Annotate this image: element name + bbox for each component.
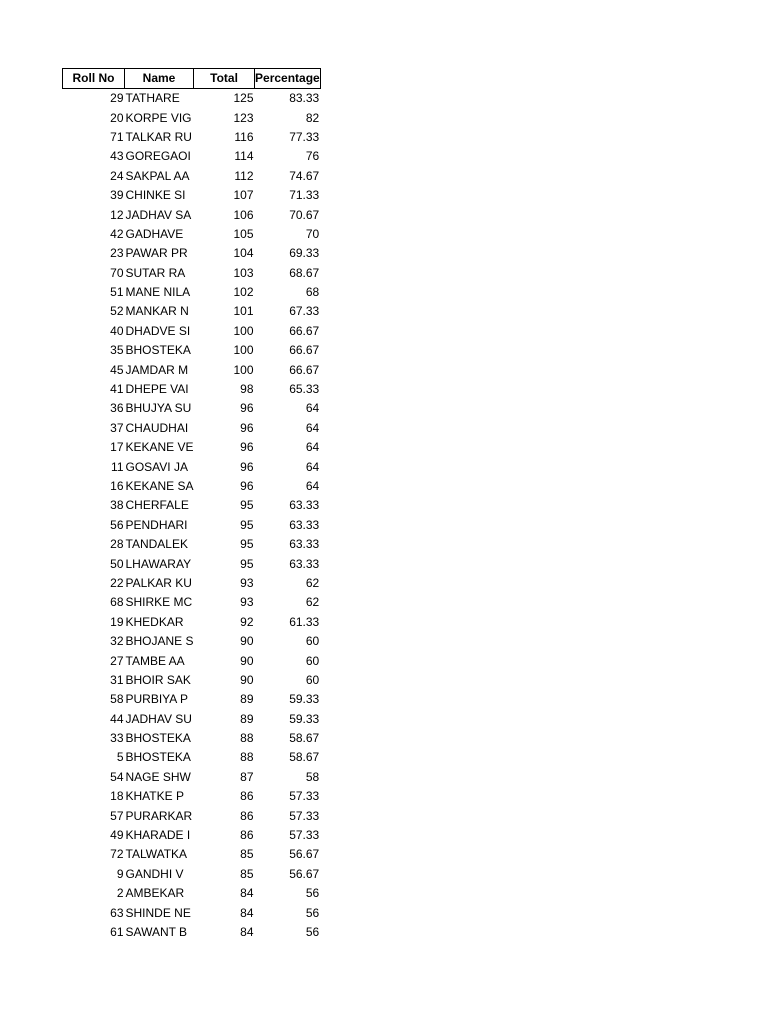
cell-roll-no[interactable]: 58 xyxy=(110,692,124,707)
cell-roll-no[interactable]: 61 xyxy=(110,924,124,939)
cell-percentage[interactable]: 76 xyxy=(305,149,320,164)
table-row xyxy=(63,671,321,690)
cell-total[interactable]: 86 xyxy=(240,808,254,823)
table-row xyxy=(63,360,321,379)
cell-roll-no[interactable]: 16 xyxy=(110,479,124,493)
cell-name[interactable]: KEKANE SA xyxy=(125,479,194,493)
cell-name[interactable]: SUTAR RA xyxy=(125,265,186,280)
cell-total[interactable]: 104 xyxy=(233,246,254,261)
cell-total[interactable]: 93 xyxy=(240,595,254,610)
cell-roll-no[interactable]: 32 xyxy=(110,634,124,649)
cell-roll-no[interactable]: 56 xyxy=(110,517,124,532)
table-row xyxy=(63,283,321,302)
cell-roll-no[interactable]: 52 xyxy=(110,304,124,319)
cell-total[interactable]: 95 xyxy=(240,517,254,532)
cell-total[interactable]: 105 xyxy=(233,226,254,241)
table-row xyxy=(63,128,321,147)
cell-total[interactable]: 114 xyxy=(234,149,254,164)
cell-roll-no[interactable]: 22 xyxy=(110,575,124,590)
cell-total[interactable]: 93 xyxy=(240,575,254,590)
cell-total[interactable]: 125 xyxy=(233,91,254,106)
cell-total[interactable]: 89 xyxy=(240,711,254,726)
table-body xyxy=(63,89,321,943)
cell-roll-no[interactable]: 11 xyxy=(111,459,124,474)
cell-name[interactable]: PURARKAR xyxy=(125,808,193,823)
cell-percentage[interactable]: 83.33 xyxy=(289,91,320,106)
header-total[interactable]: Total xyxy=(194,69,255,89)
cell-percentage[interactable]: 82 xyxy=(305,110,320,125)
cell-percentage[interactable]: 57.33 xyxy=(289,808,320,823)
table-row xyxy=(63,903,321,922)
cell-name[interactable]: SAWANT B xyxy=(125,924,188,939)
cell-name[interactable]: TATHARE xyxy=(125,91,180,106)
table-row xyxy=(63,89,321,109)
header-row xyxy=(63,69,321,89)
table-row xyxy=(63,438,321,457)
cell-name[interactable]: MANKAR N xyxy=(125,304,189,319)
cell-total[interactable]: 98 xyxy=(240,382,254,397)
cell-percentage[interactable]: 64 xyxy=(305,401,320,416)
cell-total[interactable]: 100 xyxy=(233,343,254,358)
cell-percentage[interactable]: 68 xyxy=(305,285,320,300)
cell-name[interactable]: BHUJYA SU xyxy=(125,401,192,416)
table-row xyxy=(63,535,321,554)
cell-roll-no[interactable]: 49 xyxy=(110,828,124,843)
table-row xyxy=(63,690,321,709)
cell-percentage[interactable]: 77.33 xyxy=(289,129,320,144)
cell-percentage[interactable]: 56 xyxy=(305,886,320,901)
cell-name[interactable]: SHIRKE MC xyxy=(125,595,193,610)
cell-name[interactable]: DHADVE SI xyxy=(125,323,191,338)
table-row xyxy=(63,244,321,263)
cell-percentage[interactable]: 65.33 xyxy=(289,382,320,397)
cell-name[interactable]: TAMBE AA xyxy=(125,653,185,668)
cell-name[interactable]: NAGE SHW xyxy=(125,769,191,784)
cell-percentage[interactable]: 64 xyxy=(305,479,320,493)
cell-roll-no[interactable]: 12 xyxy=(110,207,124,222)
cell-total[interactable]: 85 xyxy=(240,847,254,862)
cell-roll-no[interactable]: 63 xyxy=(110,905,124,920)
table-row xyxy=(63,516,321,535)
cell-roll-no[interactable]: 54 xyxy=(110,769,124,784)
cell-total[interactable]: 88 xyxy=(240,750,254,765)
cell-roll-no[interactable]: 29 xyxy=(110,91,124,106)
cell-total[interactable]: 100 xyxy=(233,362,254,377)
cell-name[interactable]: DHEPE VAI xyxy=(125,382,189,397)
cell-percentage[interactable]: 58.67 xyxy=(289,731,320,746)
cell-total[interactable]: 96 xyxy=(240,479,254,493)
cell-roll-no[interactable]: 27 xyxy=(110,653,124,668)
table-row xyxy=(63,477,321,496)
cell-roll-no[interactable]: 5 xyxy=(116,750,124,765)
table-row xyxy=(63,826,321,845)
cell-percentage[interactable]: 58.67 xyxy=(289,750,320,765)
cell-total[interactable]: 96 xyxy=(240,420,254,435)
table-row xyxy=(63,593,321,612)
cell-name[interactable]: PALKAR KU xyxy=(125,575,192,590)
cell-roll-no[interactable]: 36 xyxy=(110,401,124,416)
cell-total[interactable]: 103 xyxy=(233,265,254,280)
cell-total[interactable]: 95 xyxy=(240,537,254,552)
cell-roll-no[interactable]: 40 xyxy=(110,323,124,338)
cell-name[interactable]: TANDALEK xyxy=(125,537,188,552)
cell-percentage[interactable]: 67.33 xyxy=(289,304,320,319)
cell-percentage[interactable]: 57.33 xyxy=(289,789,320,804)
cell-name[interactable]: BHOSTEKA xyxy=(125,343,191,358)
cell-total[interactable]: 96 xyxy=(240,440,254,455)
cell-total[interactable]: 85 xyxy=(240,866,254,881)
cell-total[interactable]: 89 xyxy=(240,692,254,707)
cell-percentage[interactable]: 63.33 xyxy=(289,517,320,532)
cell-name[interactable]: PURBIYA P xyxy=(125,692,188,707)
cell-percentage[interactable]: 56.67 xyxy=(289,866,320,881)
cell-name[interactable]: PAWAR PR xyxy=(125,246,188,261)
table-row xyxy=(63,380,321,399)
cell-percentage[interactable]: 56 xyxy=(305,924,320,939)
cell-roll-no[interactable]: 23 xyxy=(110,246,124,261)
cell-percentage[interactable]: 66.67 xyxy=(289,343,320,358)
cell-roll-no[interactable]: 37 xyxy=(110,420,124,435)
cell-percentage[interactable]: 71.33 xyxy=(289,188,320,203)
cell-roll-no[interactable]: 35 xyxy=(110,343,124,358)
header-name[interactable]: Name xyxy=(125,69,194,89)
table-row xyxy=(63,554,321,573)
cell-name[interactable]: BHOIR SAK xyxy=(125,672,191,687)
cell-percentage[interactable]: 64 xyxy=(305,459,320,474)
table-row xyxy=(63,302,321,321)
table-row xyxy=(63,341,321,360)
cell-percentage[interactable]: 56 xyxy=(305,905,320,920)
cell-roll-no[interactable]: 19 xyxy=(110,614,124,629)
table-row xyxy=(63,613,321,632)
table-row xyxy=(63,457,321,476)
cell-name[interactable]: SHINDE NE xyxy=(125,905,191,920)
table-row xyxy=(63,806,321,825)
cell-roll-no[interactable]: 33 xyxy=(110,731,124,746)
cell-name[interactable]: GADHAVE xyxy=(125,226,184,241)
table-row xyxy=(63,322,321,341)
cell-total[interactable]: 90 xyxy=(240,672,254,687)
cell-total[interactable]: 88 xyxy=(240,731,254,746)
cell-percentage[interactable]: 61.33 xyxy=(289,614,320,629)
table-row xyxy=(63,496,321,515)
table-row xyxy=(63,264,321,283)
cell-roll-no[interactable]: 45 xyxy=(110,362,124,377)
cell-total[interactable]: 87 xyxy=(240,769,254,784)
cell-name[interactable]: PENDHARI xyxy=(125,517,188,532)
cell-total[interactable]: 84 xyxy=(240,905,254,920)
cell-name[interactable]: GOREGAOI xyxy=(125,149,191,164)
cell-percentage[interactable]: 60 xyxy=(305,634,320,649)
table-row xyxy=(63,787,321,806)
cell-roll-no[interactable]: 42 xyxy=(110,226,124,241)
cell-total[interactable]: 90 xyxy=(240,653,254,668)
cell-name[interactable]: KHARADE I xyxy=(125,828,191,843)
cell-total[interactable]: 95 xyxy=(240,556,254,571)
table-row xyxy=(63,167,321,186)
cell-roll-no[interactable]: 17 xyxy=(110,440,124,455)
cell-name[interactable]: KHEDKAR xyxy=(125,614,184,629)
table-row xyxy=(63,108,321,127)
cell-percentage[interactable]: 59.33 xyxy=(289,692,320,707)
cell-total[interactable]: 84 xyxy=(240,886,254,901)
cell-total[interactable]: 92 xyxy=(240,614,254,629)
cell-roll-no[interactable]: 20 xyxy=(110,110,124,125)
cell-roll-no[interactable]: 44 xyxy=(110,711,124,726)
table-row xyxy=(63,419,321,438)
cell-total[interactable]: 86 xyxy=(240,828,254,843)
cell-name[interactable]: CHAUDHAI xyxy=(125,420,189,435)
cell-total[interactable]: 84 xyxy=(240,924,254,939)
cell-roll-no[interactable]: 9 xyxy=(116,866,124,881)
cell-percentage[interactable]: 63.33 xyxy=(289,537,320,552)
table-row xyxy=(63,768,321,787)
cell-total[interactable]: 101 xyxy=(233,304,254,319)
table-row xyxy=(63,399,321,418)
cell-percentage[interactable]: 57.33 xyxy=(289,828,320,843)
cell-name[interactable]: TALWATKA xyxy=(125,847,188,862)
cell-percentage[interactable]: 70 xyxy=(305,226,320,241)
cell-total[interactable]: 107 xyxy=(233,188,254,203)
cell-name[interactable]: BHOSTEKA xyxy=(125,731,191,746)
cell-percentage[interactable]: 74.67 xyxy=(289,168,320,183)
cell-name[interactable]: BHOJANE S xyxy=(125,634,194,649)
cell-name[interactable]: GOSAVI JA xyxy=(125,459,188,474)
cell-roll-no[interactable]: 50 xyxy=(110,556,124,571)
cell-percentage[interactable]: 69.33 xyxy=(289,246,320,261)
table-row xyxy=(63,205,321,224)
cell-roll-no[interactable]: 57 xyxy=(110,808,124,823)
cell-roll-no[interactable]: 43 xyxy=(110,149,124,164)
cell-total[interactable]: 96 xyxy=(240,459,254,474)
cell-roll-no[interactable]: 24 xyxy=(110,168,124,183)
cell-name[interactable]: GANDHI V xyxy=(125,866,184,881)
cell-roll-no[interactable]: 39 xyxy=(110,188,124,203)
cell-total[interactable]: 86 xyxy=(240,789,254,804)
cell-percentage[interactable]: 62 xyxy=(305,575,320,590)
cell-roll-no[interactable]: 51 xyxy=(110,285,124,300)
cell-roll-no[interactable]: 18 xyxy=(110,789,124,804)
cell-name[interactable]: TALKAR RU xyxy=(125,129,192,144)
cell-roll-no[interactable]: 68 xyxy=(110,595,124,610)
header-percentage[interactable]: Percentage xyxy=(255,69,321,89)
cell-percentage[interactable]: 63.33 xyxy=(289,556,320,571)
cell-name[interactable]: BHOSTEKA xyxy=(125,750,191,765)
cell-percentage[interactable]: 56.67 xyxy=(289,847,320,862)
cell-total[interactable]: 96 xyxy=(240,401,254,416)
cell-name[interactable]: MANE NILA xyxy=(125,285,191,300)
cell-total[interactable]: 90 xyxy=(240,634,254,649)
table-row xyxy=(63,147,321,166)
cell-name[interactable]: JADHAV SA xyxy=(125,207,192,222)
cell-percentage[interactable]: 64 xyxy=(305,420,320,435)
cell-name[interactable]: KHATKE P xyxy=(125,789,184,804)
cell-roll-no[interactable]: 28 xyxy=(110,537,124,552)
table-row xyxy=(63,186,321,205)
cell-percentage[interactable]: 58 xyxy=(305,769,320,784)
header-roll-no[interactable]: Roll No xyxy=(63,69,125,89)
table-row xyxy=(63,865,321,884)
table-row xyxy=(63,884,321,903)
cell-roll-no[interactable]: 70 xyxy=(110,265,124,280)
cell-percentage[interactable]: 68.67 xyxy=(289,265,320,280)
cell-total[interactable]: 116 xyxy=(234,129,254,144)
cell-percentage[interactable]: 60 xyxy=(305,653,320,668)
cell-name[interactable]: CHINKE SI xyxy=(125,188,186,203)
table-row xyxy=(63,710,321,729)
cell-roll-no[interactable]: 31 xyxy=(110,672,124,687)
table-row xyxy=(63,748,321,767)
table-row xyxy=(63,225,321,244)
cell-total[interactable]: 100 xyxy=(233,323,254,338)
table-row xyxy=(63,632,321,651)
cell-name[interactable]: CHERFALE xyxy=(125,498,189,513)
table-row xyxy=(63,651,321,670)
cell-percentage[interactable]: 64 xyxy=(305,440,320,455)
cell-total[interactable]: 106 xyxy=(233,207,254,222)
cell-name[interactable]: SAKPAL AA xyxy=(125,168,190,183)
cell-roll-no[interactable]: 41 xyxy=(110,382,124,397)
cell-total[interactable]: 95 xyxy=(240,498,254,513)
table-row xyxy=(63,923,321,942)
table-row xyxy=(63,845,321,864)
table-row xyxy=(63,574,321,593)
cell-percentage[interactable]: 59.33 xyxy=(289,711,320,726)
cell-total[interactable]: 102 xyxy=(233,285,254,300)
cell-name[interactable]: LHAWARAY xyxy=(125,556,192,571)
cell-total[interactable]: 112 xyxy=(234,168,254,183)
cell-percentage[interactable]: 66.67 xyxy=(289,323,320,338)
cell-total[interactable]: 123 xyxy=(233,110,254,125)
cell-percentage[interactable]: 70.67 xyxy=(289,207,320,222)
cell-roll-no[interactable]: 2 xyxy=(116,886,124,901)
cell-roll-no[interactable]: 72 xyxy=(110,847,124,862)
cell-percentage[interactable]: 66.67 xyxy=(289,362,320,377)
cell-name[interactable]: KEKANE VE xyxy=(125,440,194,455)
cell-name[interactable]: JADHAV SU xyxy=(125,711,192,726)
table-row xyxy=(63,729,321,748)
cell-name[interactable]: JAMDAR M xyxy=(125,362,189,377)
cell-name[interactable]: KORPE VIG xyxy=(125,110,192,125)
cell-roll-no[interactable]: 71 xyxy=(110,129,124,144)
cell-percentage[interactable]: 60 xyxy=(305,672,320,687)
cell-roll-no[interactable]: 38 xyxy=(110,498,124,513)
marks-table xyxy=(62,68,321,942)
cell-name[interactable]: AMBEKAR xyxy=(125,886,185,901)
cell-percentage[interactable]: 63.33 xyxy=(289,498,320,513)
spreadsheet-area xyxy=(62,68,321,942)
cell-percentage[interactable]: 62 xyxy=(305,595,320,610)
